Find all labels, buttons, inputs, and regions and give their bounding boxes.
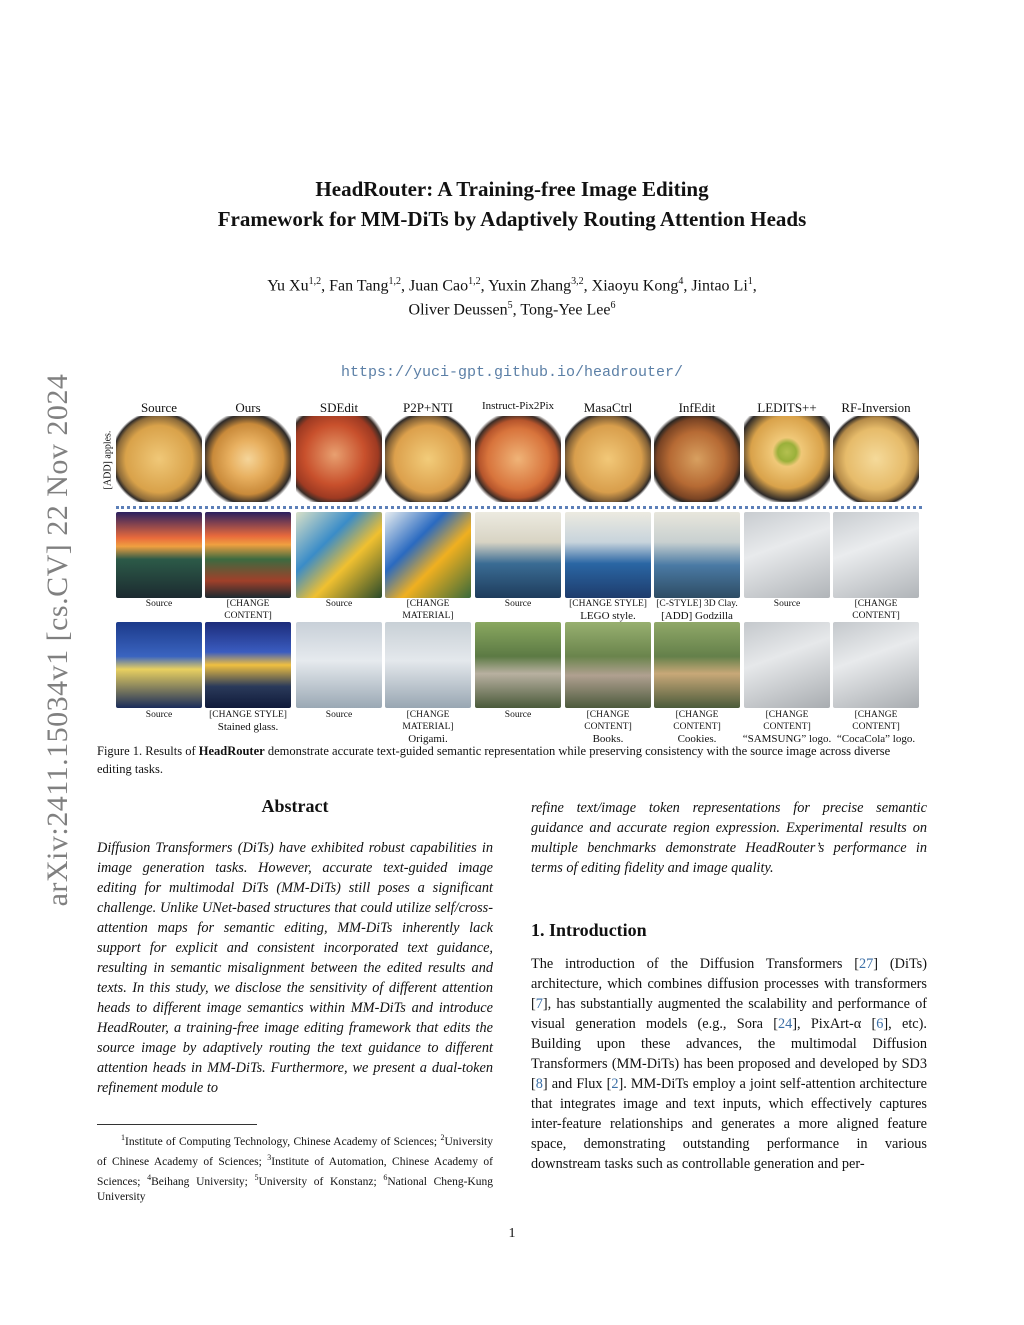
citation-link[interactable]: 8 (535, 1076, 543, 1092)
thumbnail-caption (113, 709, 205, 721)
column-header: Ours (235, 400, 261, 415)
figure-thumbnail (296, 622, 382, 708)
figure-thumbnail (116, 416, 202, 502)
figure-thumbnail (475, 512, 561, 598)
figure-thumbnail (654, 416, 740, 502)
author-separator: , (583, 277, 592, 295)
figure-thumbnail (385, 622, 471, 708)
authors-line-2 (0, 294, 1024, 322)
figure-thumbnail (116, 512, 202, 598)
author-name: Xiaoyu Kong (591, 277, 679, 295)
thumbnail-caption (651, 598, 743, 622)
author-affiliation: 3,2 (571, 276, 584, 287)
introduction-heading: 1. Introduction (531, 920, 647, 940)
thumbnail-caption-line: “SAMSUNG” logo. (742, 733, 832, 745)
figure-thumbnail (565, 416, 651, 502)
figure-thumbnail (654, 622, 740, 708)
thumbnail-caption-line: Source (773, 599, 801, 609)
footnote-marker: 4 (147, 1172, 152, 1182)
thumbnail-caption (472, 598, 564, 610)
figure-thumbnail (475, 622, 561, 708)
figure-thumbnail (565, 622, 651, 708)
figure-thumbnail (833, 512, 919, 598)
figure-thumbnail (205, 512, 291, 598)
thumbnail-caption-line: Source (325, 599, 353, 609)
citation-link[interactable]: 2 (611, 1076, 619, 1092)
footnote-affiliation: University of Konstanz; (258, 1175, 384, 1188)
author-affiliation: 4 (678, 276, 684, 287)
figure-caption-bold: HeadRouter (198, 744, 265, 758)
footnote-marker: 3 (267, 1152, 272, 1162)
introduction-text-segment: The introduction of the Diffusion Transformers [ (531, 956, 859, 972)
author-name: Oliver Deussen (408, 301, 508, 319)
footnote-affiliation: Institute of Automation, Chinese Academy of Sciences; (97, 1155, 493, 1188)
figure-thumbnail (296, 416, 382, 502)
column-header: Source (140, 400, 178, 415)
introduction-text-segment: ], PixArt-α [ (792, 1016, 877, 1032)
citation-link[interactable]: 6 (876, 1016, 884, 1032)
author-name: Yu Xu (267, 277, 309, 295)
affiliations-footnote (97, 1130, 493, 1205)
page-number: 1 (508, 1226, 516, 1241)
figure-thumbnail (744, 512, 830, 598)
thumbnail-caption-line: [CHANGE MATERIAL] (402, 710, 454, 732)
author-separator: , (683, 277, 692, 295)
thumbnail-caption-line: Source (145, 599, 173, 609)
column-header: P2P+NTI (403, 400, 453, 415)
author-name: Yuxin Zhang (488, 277, 572, 295)
footnote-affiliation: Beihang University; (151, 1175, 255, 1188)
thumbnail-caption-line: Source (504, 710, 532, 720)
author-separator: , (752, 277, 757, 295)
author-name: Juan Cao (409, 277, 469, 295)
introduction-text-segment: ] (DiTs) architecture, which combines diffusion processes with transformers [ (531, 956, 927, 1012)
column-header: SDEdit (319, 400, 359, 415)
thumbnail-caption (830, 709, 922, 745)
thumbnail-caption (741, 709, 833, 745)
figure-thumbnail (833, 622, 919, 708)
thumbnail-caption (293, 709, 385, 721)
author-affiliation: 6 (610, 300, 616, 311)
thumbnail-caption-line: [CHANGE CONTENT] (852, 710, 900, 732)
figure-thumbnail (654, 512, 740, 598)
figure-thumbnail (833, 416, 919, 502)
figure-thumbnail (296, 512, 382, 598)
author-affiliation: 1 (747, 276, 753, 287)
citation-link[interactable]: 24 (777, 1016, 793, 1032)
thumbnail-caption-line: [CHANGE MATERIAL] (402, 599, 454, 621)
author-name: Fan Tang (329, 277, 389, 295)
thumbnail-caption (562, 598, 654, 622)
figure-thumbnail (205, 622, 291, 708)
introduction-text (531, 954, 927, 1174)
thumbnail-caption-line: [CHANGE STYLE] (569, 599, 647, 609)
abstract-heading: Abstract (261, 796, 329, 816)
abstract-text: Diffusion Transformers (DiTs) have exhibited robust capabilities in image generation tasks. However, accurate text-guided image editing for multimodal DiTs (MM-DiTs) still poses a significant challenge. Unlike UNet-based structures that could utilize self/cross-attention maps for semantic editing, MM-DiTs inherently lack support for explicit and consistent incorporated text guidance, resulting in semantic misalignment between the edited results and texts. In this study, we disclose the sensitivity of different attention heads to different image semantics within MM-DiTs and introduce HeadRouter, a training-free image editing framework that edits the source image by adaptively routing the text guidance to different attention heads in MM-DiTs. Furthermore, we present a dual-token refinement module to (97, 840, 493, 1096)
row-separator (116, 506, 922, 509)
footnote-affiliation: University of Chinese Academy of Sciences; (97, 1135, 493, 1168)
figure-thumbnail (205, 416, 291, 502)
thumbnail-caption-line: [C-STYLE] 3D Clay. (656, 599, 738, 609)
thumbnail-caption-line: Cookies. (677, 733, 717, 745)
thumbnail-caption-line: Stained glass. (217, 721, 279, 733)
arxiv-identifier: arXiv:2411.15034v1 [cs.CV] 22 Nov 2024 (41, 373, 74, 907)
author-name: Jintao Li (691, 277, 748, 295)
thumbnail-caption-line: [CHANGE CONTENT] (763, 710, 811, 732)
thumbnail-caption (382, 709, 474, 745)
figure-thumbnail (385, 416, 471, 502)
citation-link[interactable]: 27 (859, 956, 874, 972)
author-separator: , (321, 277, 330, 295)
figure-thumbnail (744, 416, 830, 502)
introduction-text-segment: ], has substantially augmented the scalability and performance of visual generation models (e.g., Sora [ (531, 996, 927, 1032)
thumbnail-caption-line: Source (145, 710, 173, 720)
abstract-continued: refine text/image token representations for precise semantic guidance and accurate region expression. Experimental results on multiple benchmarks demonstrate HeadRouter’s performance in terms of editing fidelity and image quality. (531, 800, 927, 876)
thumbnail-caption-line: Origami. (408, 733, 448, 745)
author-separator: , (480, 277, 489, 295)
footnote-marker: 6 (383, 1172, 388, 1182)
footnote-affiliation: National Cheng-Kung University (97, 1175, 493, 1204)
thumbnail-caption-line: Books. (592, 733, 624, 745)
thumbnail-caption (113, 598, 205, 610)
thumbnail-caption-line: “CocaCola” logo. (836, 733, 916, 745)
thumbnail-caption (202, 709, 294, 733)
author-affiliation: 1,2 (308, 276, 322, 287)
figure-thumbnail (744, 622, 830, 708)
author-separator: , (401, 277, 410, 295)
paper-title-line-2: Framework for MM-DiTs by Adaptively Routing Attention Heads (217, 207, 807, 231)
author-separator: , (512, 301, 521, 319)
thumbnail-caption-line: [CHANGE STYLE] (209, 710, 287, 720)
author-affiliation: 5 (507, 300, 513, 311)
figure-thumbnail (385, 512, 471, 598)
author-affiliation: 1,2 (388, 276, 402, 287)
introduction-text-segment: ] and Flux [ (542, 1076, 612, 1092)
column-header: LEDITS++ (757, 400, 817, 415)
thumbnail-caption-line: LEGO style. (580, 610, 636, 622)
thumbnail-caption-line: [CHANGE CONTENT] (224, 599, 272, 621)
footnote-marker: 5 (254, 1172, 259, 1182)
column-header: RF-Inversion (841, 400, 911, 415)
thumbnail-caption-line: [CHANGE CONTENT] (673, 710, 721, 732)
footnote-marker: 1 (121, 1133, 125, 1142)
thumbnail-caption (651, 709, 743, 745)
figure-caption: Figure 1. Results of HeadRouter demonstrate accurate text-guided semantic representation while preserving consistency with the source image across diverse editing tasks. (97, 744, 891, 776)
thumbnail-caption-line: Source (325, 710, 353, 720)
figure-thumbnail (475, 416, 561, 502)
footnote-marker: 2 (440, 1133, 445, 1142)
column-header: Instruct-Pix2Pix (481, 400, 555, 412)
row-label: [ADD] apples. (102, 430, 114, 490)
column-header: InfEdit (678, 400, 716, 415)
thumbnail-caption (741, 598, 833, 610)
thumbnail-caption-line: [CHANGE CONTENT] (852, 599, 900, 621)
figure-thumbnail (565, 512, 651, 598)
citation-link[interactable]: 7 (535, 996, 543, 1012)
paper-title-line-1: HeadRouter: A Training-free Image Editing (315, 177, 709, 201)
thumbnail-caption (472, 709, 564, 721)
figure-thumbnail (116, 622, 202, 708)
author-affiliation: 1,2 (468, 276, 481, 287)
thumbnail-caption-line: Source (504, 599, 532, 609)
introduction-text-segment: ], etc). Building upon these advances, the multimodal Diffusion Transformers (MM-DiTs) has been proposed and developed by SD3 [ (531, 1016, 927, 1092)
footnote-affiliation: Institute of Computing Technology, Chinese Academy of Sciences; (125, 1135, 441, 1148)
thumbnail-caption-line: [ADD] Godzilla (661, 610, 733, 622)
introduction-text-segment: ]. MM-DiTs employ a joint self-attention architecture that integrates image and text inputs, which effectively captures inter-feature relationships and generates a more aligned feature space, demonstrating outstanding performance in various downstream tasks such as controllable generation and per- (531, 1076, 928, 1172)
column-header: MasaCtrl (583, 400, 633, 415)
thumbnail-caption (293, 598, 385, 610)
thumbnail-caption-line: [CHANGE CONTENT] (584, 710, 632, 732)
thumbnail-caption (562, 709, 654, 745)
footnote-rule (97, 1124, 257, 1125)
project-url[interactable]: https://yuci-gpt.github.io/headrouter/ (340, 364, 684, 381)
author-name: Tong-Yee Lee (520, 301, 611, 319)
